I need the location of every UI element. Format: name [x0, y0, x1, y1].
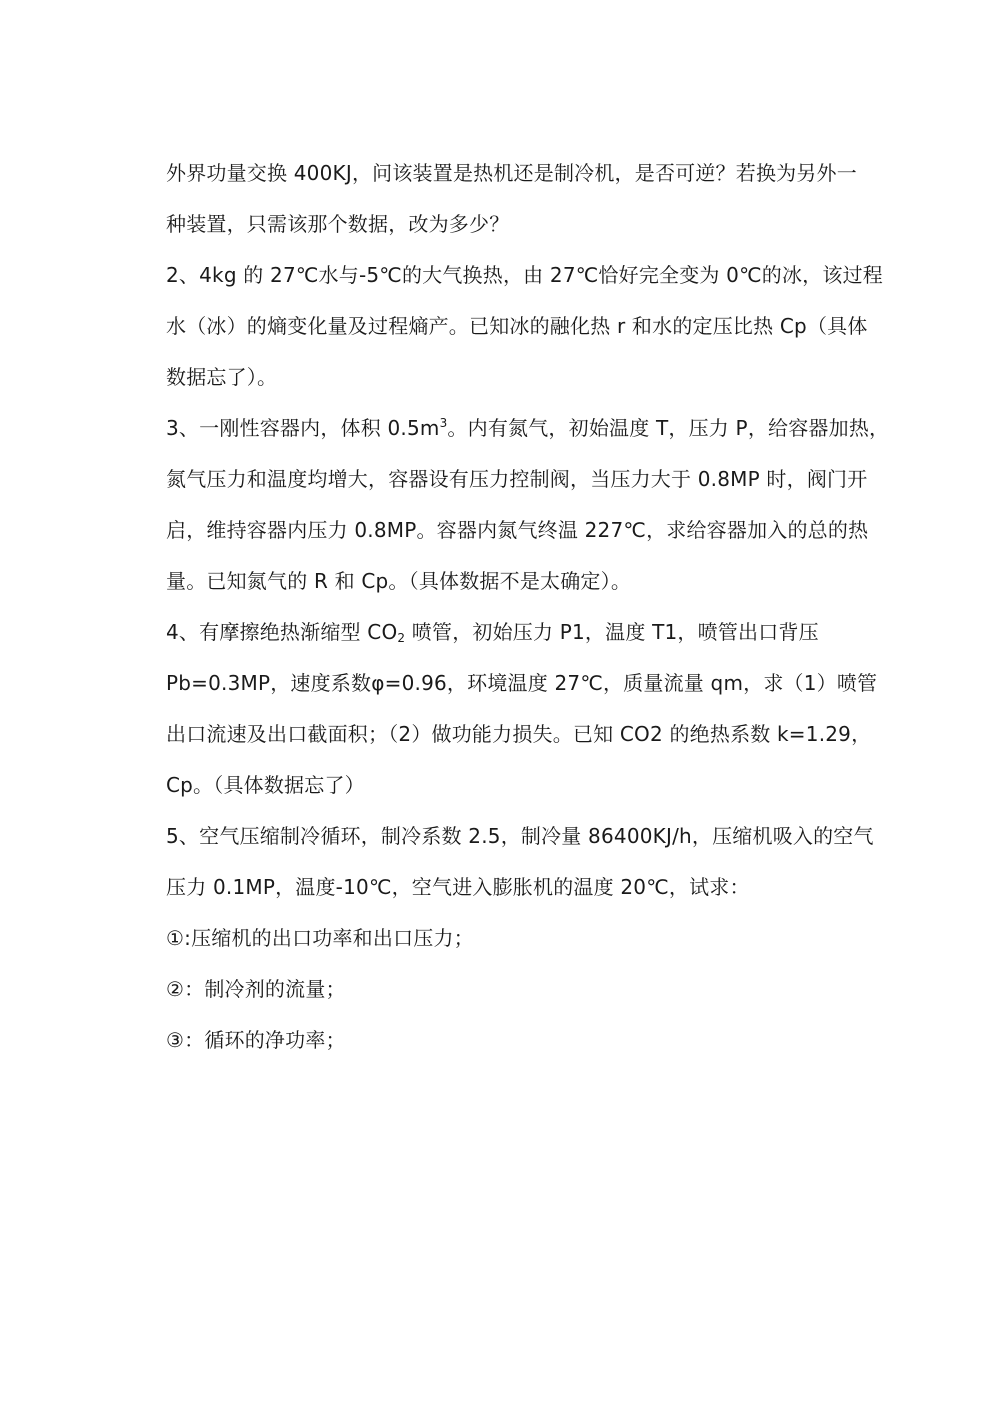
text-segment: 种装置，只需该那个数据，改为多少？ [166, 212, 510, 236]
text-segment: 启，维持容器内压力 0.8MP。容器内氮气终温 227℃，求给容器加入的总的热 [166, 518, 869, 542]
text-segment: ③：循环的净功率； [166, 1028, 346, 1052]
text-segment: 。内有氮气，初始温度 T，压力 P，给容器加热， [447, 416, 890, 440]
text-segment: 数据忘了）。 [166, 365, 278, 389]
text-segment: 2、4kg 的 27℃水与-5℃的大气换热，由 27℃恰好完全变为 0℃的冰，该过程 [166, 263, 883, 287]
text-line [166, 964, 836, 1015]
text-line [166, 352, 836, 403]
subscript: 2 [397, 631, 406, 645]
text-line [166, 301, 868, 352]
text-line [166, 199, 836, 250]
text-segment: Pb=0.3MP，速度系数φ=0.96，环境温度 27℃，质量流量 qm，求（1）喷管 [166, 671, 878, 695]
text-segment: Cp。（具体数据忘了） [166, 773, 365, 797]
text-segment: 外界功量交换 400KJ，问该装置是热机还是制冷机，是否可逆？若换为另外一 [166, 161, 857, 185]
text-line [166, 709, 872, 760]
text-line [166, 760, 836, 811]
text-line [166, 913, 836, 964]
text-segment: 水（冰）的熵变化量及过程熵产。已知冰的融化热 r 和水的定压比热 Cp（具体 [166, 314, 868, 338]
text-line [166, 862, 836, 913]
text-line [166, 454, 868, 505]
text-line [166, 811, 874, 862]
text-line [166, 250, 883, 301]
text-line [166, 148, 857, 199]
text-segment: 5、空气压缩制冷循环，制冷系数 2.5，制冷量 86400KJ/h，压缩机吸入的空气 [166, 824, 874, 848]
text-segment: 压力 0.1MP，温度-10℃，空气进入膨胀机的温度 20℃，试求： [166, 875, 750, 899]
text-segment: 4、有摩擦绝热渐缩型 CO [166, 620, 398, 644]
text-line [166, 403, 890, 454]
text-line [166, 556, 836, 607]
text-segment: 量。已知氮气的 R 和 Cp。（具体数据不是太确定）。 [166, 569, 632, 593]
text-line [166, 658, 878, 709]
text-segment: 3、一刚性容器内，体积 0.5m [166, 416, 440, 440]
text-segment: 氮气压力和温度均增大，容器设有压力控制阀，当压力大于 0.8MP 时，阀门开 [166, 467, 868, 491]
text-segment: ①:压缩机的出口功率和出口压力； [166, 926, 474, 950]
text-segment: 出口流速及出口截面积；（2）做功能力损失。已知 CO2 的绝热系数 k=1.29， [166, 722, 872, 746]
text-line [166, 505, 869, 556]
document-body [166, 148, 890, 1066]
text-segment: 喷管，初始压力 P1，温度 T1，喷管出口背压 [405, 620, 819, 644]
superscript: 3 [439, 416, 448, 430]
text-line [166, 1015, 836, 1066]
text-segment: ②：制冷剂的流量； [166, 977, 346, 1001]
text-line [166, 607, 836, 658]
